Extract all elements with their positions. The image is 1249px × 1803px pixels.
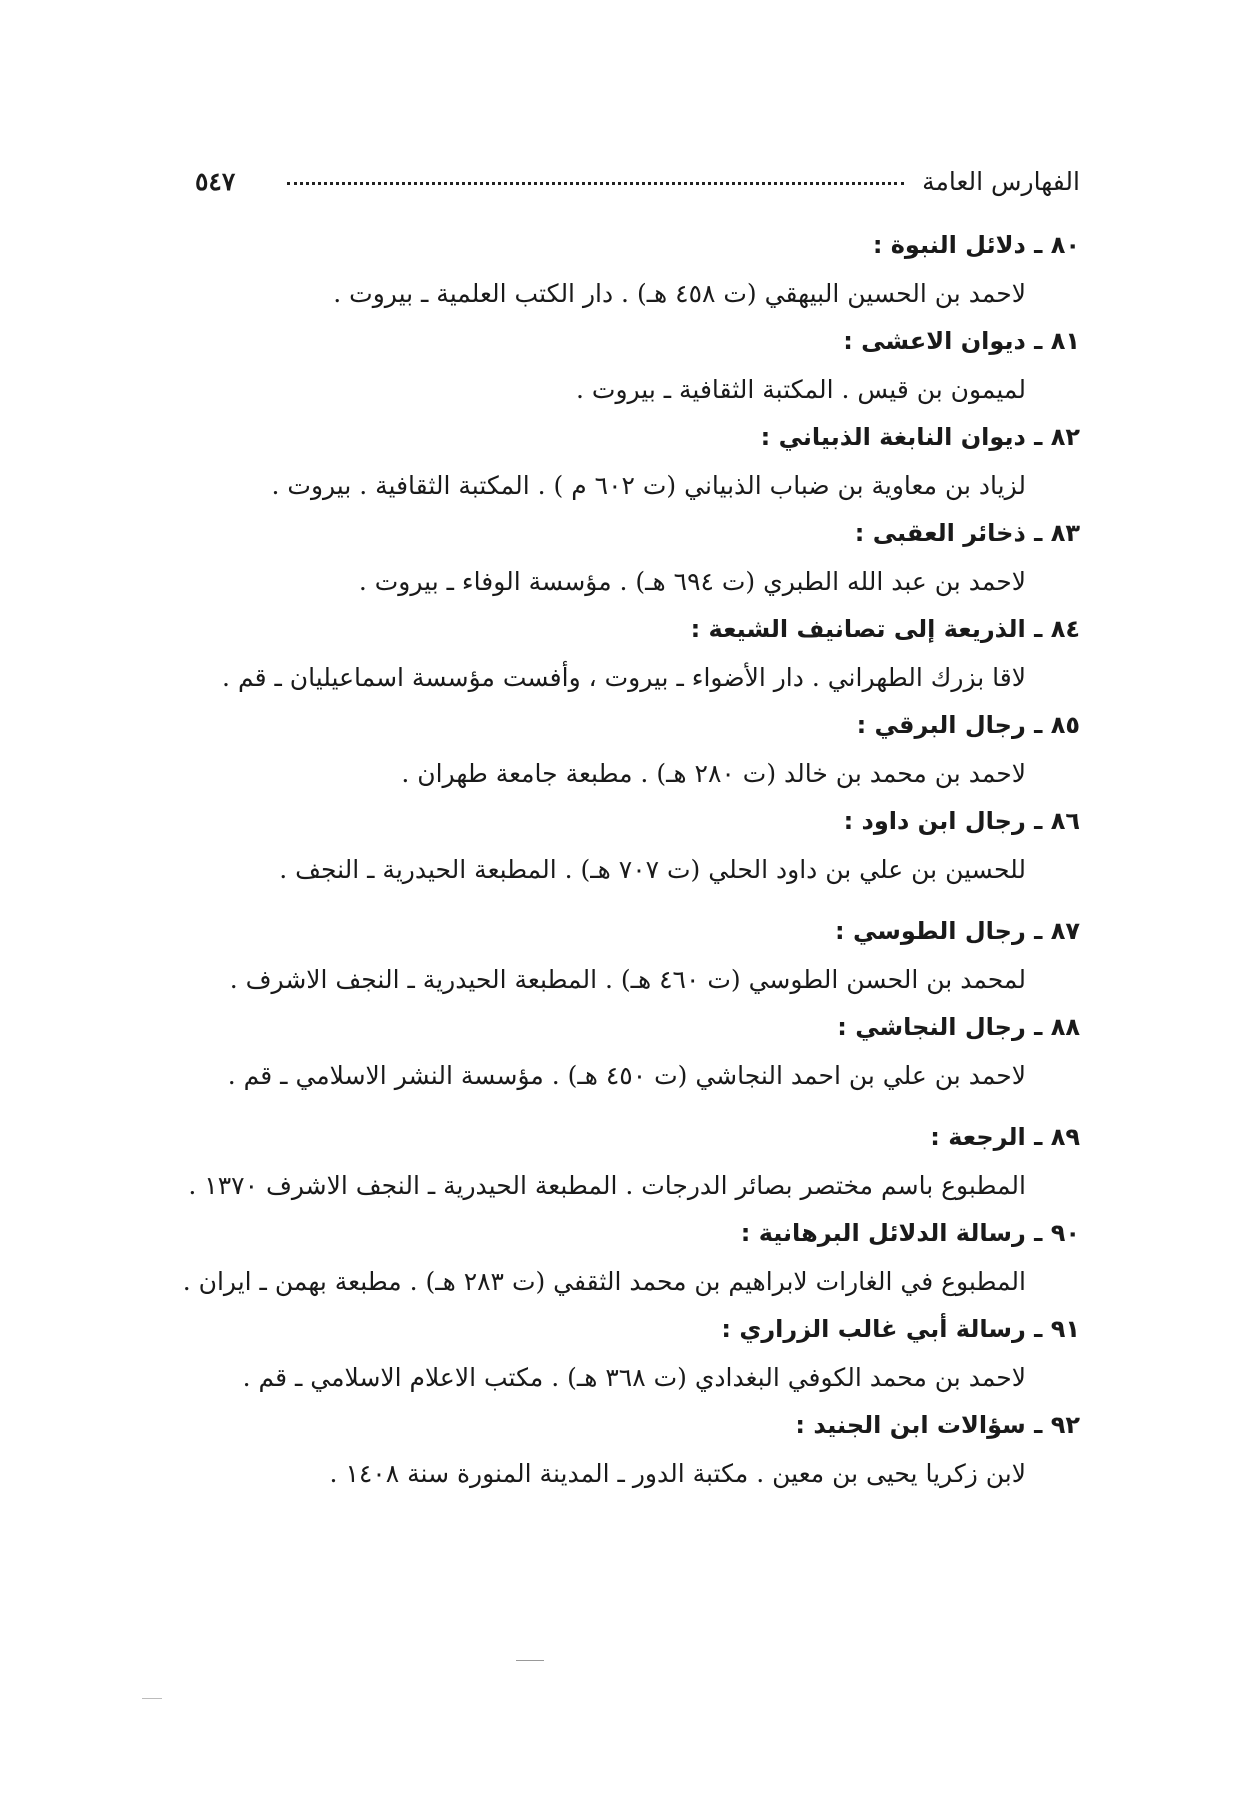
entry-text: للحسين بن علي بن داود الحلي (ت ٧٠٧ هـ) . المطبعة الحيدرية ـ النجف . — [279, 855, 1026, 884]
entry-title: ٨٨ ـ رجال النجاشي : — [837, 1013, 1080, 1041]
entry-text: لميمون بن قيس . المكتبة الثقافية ـ بيروت . — [576, 375, 1026, 404]
scan-mark — [142, 1698, 162, 1699]
entry-title: ٨٠ ـ دلائل النبوة : — [872, 231, 1080, 259]
entry-title: ٨٦ ـ رجال ابن داود : — [843, 807, 1080, 835]
bibliography-entry — [222, 612, 1080, 696]
bibliography-entry — [230, 804, 1080, 888]
bibliography-entry — [182, 1216, 1080, 1300]
bibliography-entry — [188, 1120, 1080, 1204]
entry-title: ٨٧ ـ رجال الطوسي : — [834, 917, 1080, 945]
header-title: الفهارس العامة — [922, 167, 1080, 196]
entry-text: المطبوع باسم مختصر بصائر الدرجات . المطبعة الحيدرية ـ النجف الاشرف ١٣٧٠ . — [188, 1171, 1026, 1200]
entry-text: لاحمد بن محمد الكوفي البغدادي (ت ٣٦٨ هـ) . مكتب الاعلام الاسلامي ـ قم . — [242, 1363, 1026, 1392]
entry-title: ٨٢ ـ ديوان النابغة الذبياني : — [760, 423, 1080, 451]
page-number: ٥٤٧ — [195, 167, 236, 196]
bibliography-entry — [230, 516, 1080, 600]
dot-leader — [287, 182, 904, 185]
bibliography-entry — [230, 914, 1080, 998]
bibliography-entry — [227, 1010, 1080, 1094]
bibliography-entry — [230, 420, 1080, 504]
bibliography-entry — [230, 228, 1080, 312]
bibliography-list — [182, 218, 1080, 1504]
entry-title: ٨١ ـ ديوان الاعشى : — [843, 327, 1080, 355]
entry-title: ٩١ ـ رسالة أبي غالب الزراري : — [721, 1315, 1080, 1343]
entry-text: لاحمد بن الحسين البيهقي (ت ٤٥٨ هـ) . دار الكتب العلمية ـ بيروت . — [333, 279, 1026, 308]
bibliography-entry — [230, 324, 1080, 408]
entry-title: ٩٠ ـ رسالة الدلائل البرهانية : — [740, 1219, 1080, 1247]
bibliography-entry — [230, 1312, 1080, 1396]
entry-title: ٨٩ ـ الرجعة : — [930, 1123, 1080, 1151]
entry-text: لاقا بزرك الطهراني . دار الأضواء ـ بيروت ، وأفست مؤسسة اسماعيليان ـ قم . — [222, 663, 1026, 692]
entry-title: ٨٤ ـ الذريعة إلى تصانيف الشيعة : — [690, 615, 1080, 643]
entry-text: لزياد بن معاوية بن ضباب الذبياني (ت ٦٠٢ م ) . المكتبة الثقافية . بيروت . — [271, 471, 1026, 500]
bibliography-entry — [230, 708, 1080, 792]
entry-title: ٩٢ ـ سؤالات ابن الجنيد : — [795, 1411, 1080, 1439]
entry-title: ٨٥ ـ رجال البرقي : — [856, 711, 1080, 739]
bibliography-entry — [230, 1408, 1080, 1492]
entry-text: لاحمد بن علي بن احمد النجاشي (ت ٤٥٠ هـ) . مؤسسة النشر الاسلامي ـ قم . — [227, 1061, 1026, 1090]
entry-text: لابن زكريا يحيى بن معين . مكتبة الدور ـ المدينة المنورة سنة ١٤٠٨ . — [329, 1459, 1026, 1488]
entry-text: المطبوع في الغارات لابراهيم بن محمد الثقفي (ت ٢٨٣ هـ) . مطبعة بهمن ـ ايران . — [182, 1267, 1026, 1296]
entry-text: لاحمد بن محمد بن خالد (ت ٢٨٠ هـ) . مطبعة جامعة طهران . — [401, 759, 1026, 788]
entry-text: لاحمد بن عبد الله الطبري (ت ٦٩٤ هـ) . مؤسسة الوفاء ـ بيروت . — [358, 567, 1026, 596]
bottom-rule — [516, 1660, 544, 1661]
entry-title: ٨٣ ـ ذخائر العقبى : — [854, 519, 1080, 547]
entry-text: لمحمد بن الحسن الطوسي (ت ٤٦٠ هـ) . المطبعة الحيدرية ـ النجف الاشرف . — [229, 965, 1026, 994]
running-header — [195, 160, 1080, 204]
